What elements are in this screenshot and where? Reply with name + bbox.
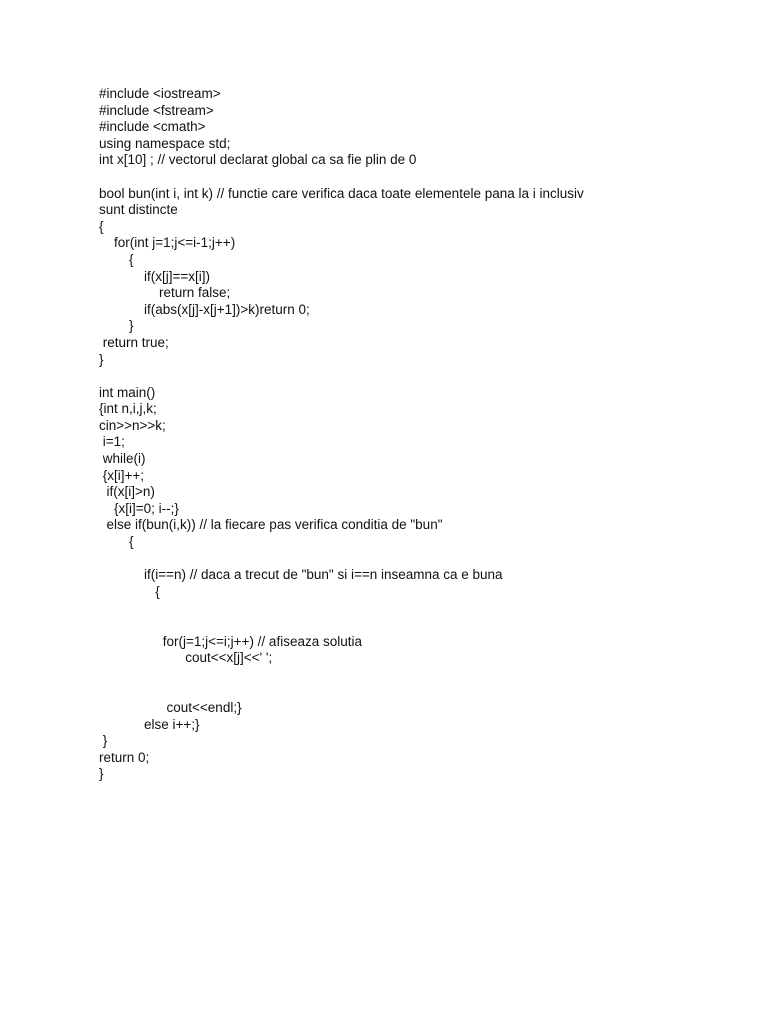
code-line: if(abs(x[j]-x[j+1])>k)return 0;	[99, 301, 310, 317]
code-line: int main()	[99, 384, 156, 400]
code-line: bool bun(int i, int k) // functie care verifica daca toate elementele pana la i inclusiv	[99, 185, 584, 201]
code-line: }	[99, 351, 104, 367]
code-line	[99, 551, 719, 568]
code-line: return 0;	[99, 749, 150, 765]
code-line: #include <iostream>	[99, 86, 221, 101]
code-line: }	[99, 766, 104, 782]
code-line: }	[99, 733, 108, 749]
code-line	[99, 667, 719, 684]
code-line: cout<<endl;}	[99, 699, 242, 715]
code-line: if(i==n) // daca a trecut de "bun" si i==n inseamna ca e buna	[99, 567, 503, 583]
code-line: {int n,i,j,k;	[99, 401, 157, 417]
code-line: {	[99, 251, 134, 267]
code-line	[99, 169, 719, 186]
code-line: if(x[j]==x[i])	[99, 268, 211, 284]
code-line: if(x[i]>n)	[99, 484, 155, 500]
code-line: for(j=1;j<=i;j++) // afiseaza solutia	[99, 633, 362, 649]
code-line: {x[i]=0; i--;}	[99, 500, 179, 516]
code-line: {	[99, 583, 160, 599]
code-line: cout<<x[j]<<' ';	[99, 650, 273, 666]
code-line: sunt distincte	[99, 202, 178, 218]
code-line: #include <cmath>	[99, 119, 206, 135]
code-line: {x[i]++;	[99, 467, 145, 483]
code-line: i=1;	[99, 434, 125, 450]
code-line: cin>>n>>k;	[99, 417, 166, 433]
code-line: {	[99, 534, 134, 550]
code-listing	[99, 86, 719, 783]
code-line: #include <fstream>	[99, 102, 214, 118]
code-line	[99, 683, 719, 700]
code-line: else i++;}	[99, 716, 200, 732]
code-line: using namespace std;	[99, 135, 231, 151]
code-line: else if(bun(i,k)) // la fiecare pas verifica conditia de "bun"	[99, 517, 443, 533]
code-line: for(int j=1;j<=i-1;j++)	[99, 235, 236, 251]
code-line: return false;	[99, 285, 231, 301]
code-line: int x[10] ; // vectorul declarat global ca sa fie plin de 0	[99, 152, 417, 168]
code-line	[99, 617, 719, 634]
code-line	[99, 368, 719, 385]
code-line	[99, 600, 719, 617]
code-line: {	[99, 218, 104, 234]
code-line: while(i)	[99, 451, 146, 467]
code-line: return true;	[99, 334, 169, 350]
code-line: }	[99, 318, 134, 334]
